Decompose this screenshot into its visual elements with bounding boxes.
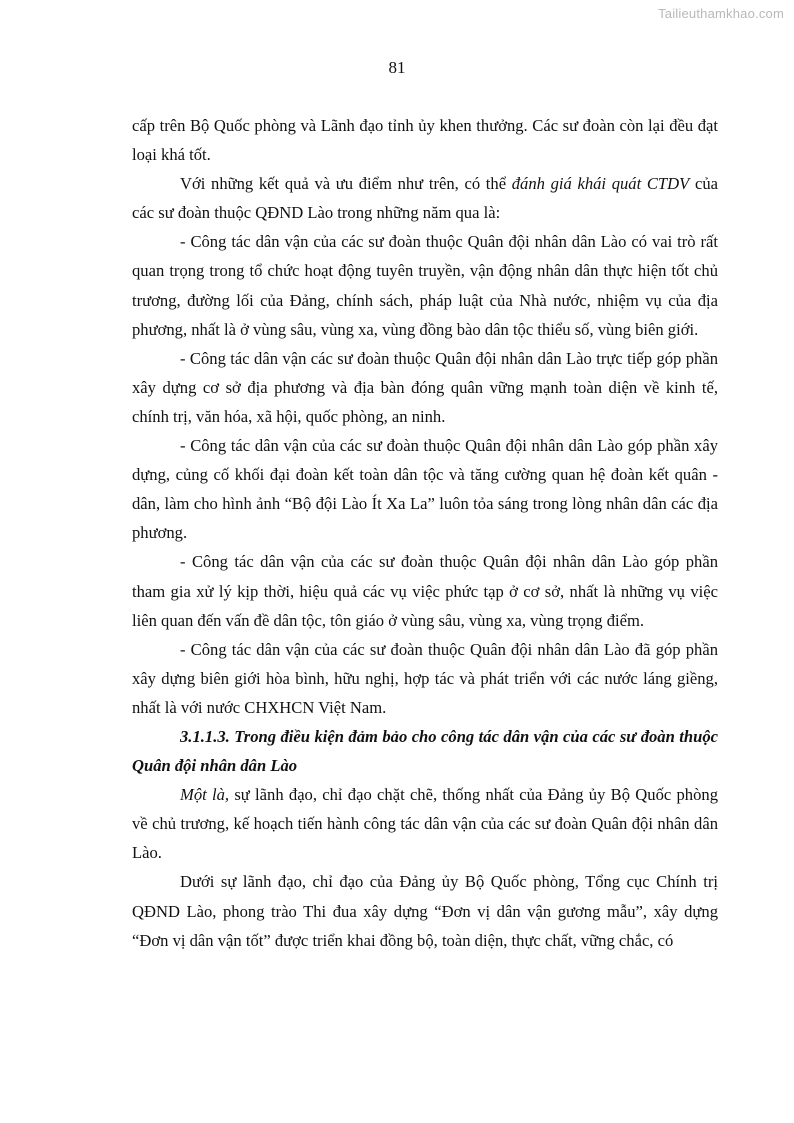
- paragraph-2-end: của các sư đoàn thuộc QĐND Lào trong những năm qua là:: [132, 174, 718, 223]
- paragraph-2-start: Với những kết quả và ưu điểm như trên, có thể: [180, 174, 512, 194]
- page-number: 81: [388, 58, 406, 77]
- paragraph-8: [132, 780, 718, 867]
- body-text: [132, 111, 718, 955]
- section-heading: 3.1.1.3. Trong điều kiện đảm bảo cho công tác dân vận của các sư đoàn thuộc Quân đội nhân dân Lào: [132, 726, 718, 776]
- paragraph-9: Dưới sự lãnh đạo, chỉ đạo của Đảng ủy Bộ Quốc phòng, Tổng cục Chính trị QĐND Lào, phong trào Thi đua xây dựng “Đơn vị dân vận gương mẫu”, xây dựng “Đơn vị dân vận tốt” được triển khai đồng bộ, toàn diện, thực chất, vững chắc, có: [132, 872, 718, 950]
- paragraph-3: - Công tác dân vận của các sư đoàn thuộc Quân đội nhân dân Lào có vai trò rất quan trọng trong tổ chức hoạt động tuyên truyền, vận động nhân dân thực hiện tốt chủ trương, đường lối của Đảng, chính sách, pháp luật của Nhà nước, nhiệm vụ của địa phương, nhất là ở vùng sâu, vùng xa, vùng đồng bào dân tộc thiểu số, vùng biên giới.: [132, 232, 718, 339]
- paragraph-6: - Công tác dân vận của các sư đoàn thuộc Quân đội nhân dân Lào góp phần tham gia xử lý kịp thời, hiệu quả các vụ việc phức tạp ở cơ sở, nhất là những vụ việc liên quan đến vấn đề dân tộc, tôn giáo ở vùng sâu, vùng xa, vùng trọng điểm.: [132, 552, 718, 630]
- paragraph-2: [132, 169, 718, 227]
- paragraph-2-emphasis: đánh giá khái quát CTDV: [511, 174, 690, 194]
- paragraph-4: - Công tác dân vận các sư đoàn thuộc Quân đội nhân dân Lào trực tiếp góp phần xây dựng cơ sở địa phương và địa bàn đóng quân vững mạnh toàn diện về kinh tế, chính trị, văn hóa, xã hội, quốc phòng, an ninh.: [132, 348, 718, 426]
- paragraph-8-text: sự lãnh đạo, chỉ đạo chặt chẽ, thống nhất của Đảng ủy Bộ Quốc phòng về chủ trương, kế hoạch tiến hành công tác dân vận của các sư đoàn Quân đội nhân dân Lào.: [132, 785, 718, 863]
- paragraph-5: - Công tác dân vận của các sư đoàn thuộc Quân đội nhân dân Lào góp phần xây dựng, củng cố khối đại đoàn kết toàn dân tộc và tăng cường quan hệ đoàn kết quân - dân, làm cho hình ảnh “Bộ đội Lào Ít Xa La” luôn tỏa sáng trong lòng nhân dân các địa phương.: [132, 436, 718, 543]
- watermark: Tailieuthamkhao.com: [658, 6, 784, 21]
- paragraph-8-emphasis: Một là,: [180, 785, 230, 805]
- paragraph-1: cấp trên Bộ Quốc phòng và Lãnh đạo tỉnh ủy khen thưởng. Các sư đoàn còn lại đều đạt loại khá tốt.: [132, 116, 718, 165]
- paragraph-7: - Công tác dân vận của các sư đoàn thuộc Quân đội nhân dân Lào đã góp phần xây dựng biên giới hòa bình, hữu nghị, hợp tác và phát triển với các nước láng giềng, nhất là với nước CHXHCN Việt Nam.: [132, 639, 718, 717]
